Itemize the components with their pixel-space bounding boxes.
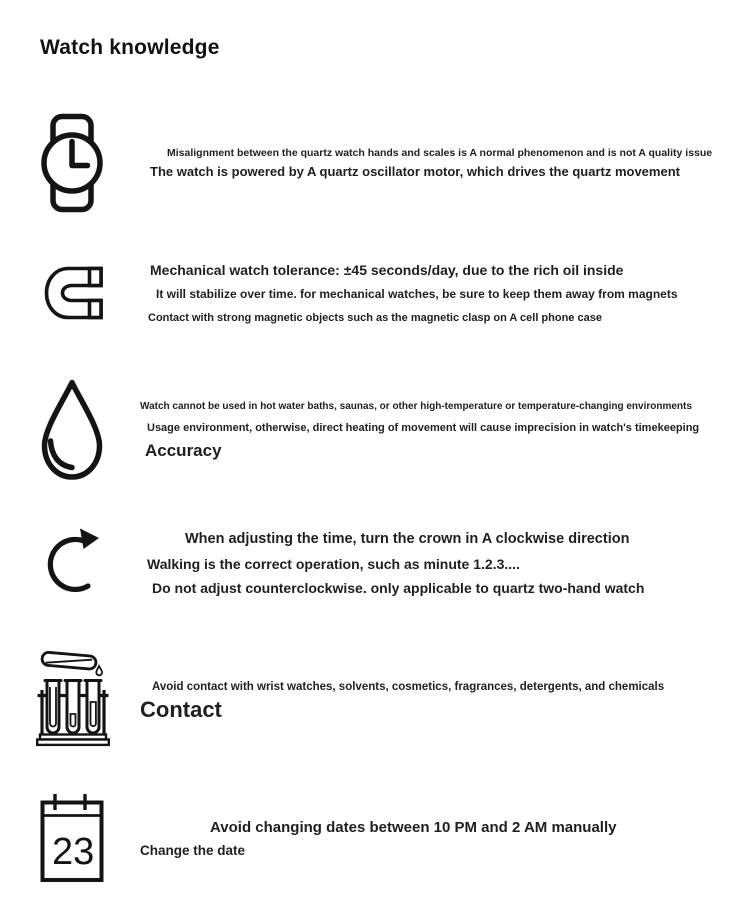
- magnet-icon: [44, 266, 104, 320]
- text-line: Usage environment, otherwise, direct heating of movement will cause imprecision in watch's timekeeping: [147, 422, 700, 434]
- test-tubes-icon: [36, 646, 110, 747]
- page-title: Watch knowledge: [40, 36, 220, 59]
- text-line: The watch is powered by A quartz oscillator motor, which drives the quartz movement: [150, 164, 680, 179]
- clockwise-arrow-icon: [44, 527, 104, 597]
- text-line: Avoid contact with wrist watches, solvents, cosmetics, fragrances, detergents, and chemicals: [152, 681, 665, 693]
- text-line: When adjusting the time, turn the crown in A clockwise direction: [185, 531, 630, 547]
- text-line: Change the date: [140, 843, 246, 858]
- text-line: Mechanical watch tolerance: ±45 seconds/day, due to the rich oil inside: [150, 262, 624, 278]
- text-line: Contact with strong magnetic objects such as the magnetic clasp on A cell phone case: [148, 312, 602, 324]
- text-line: It will stabilize over time. for mechanical watches, be sure to keep them away from magnets: [156, 287, 678, 301]
- calendar-icon: [40, 792, 104, 884]
- calendar-day-number: 23: [52, 831, 95, 873]
- water-drop-icon: [39, 379, 105, 482]
- text-line: Misalignment between the quartz watch hands and scales is A normal phenomenon and is not A quality issue: [167, 147, 713, 159]
- text-line: Walking is the correct operation, such as minute 1.2.3....: [147, 556, 520, 572]
- text-line: Watch cannot be used in hot water baths, saunas, or other high-temperature or temperature-changing environments: [140, 401, 692, 412]
- section-heading: Accuracy: [145, 441, 222, 460]
- wristwatch-icon: [40, 113, 104, 213]
- text-line: Avoid changing dates between 10 PM and 2 AM manually: [210, 819, 617, 836]
- text-line: Do not adjust counterclockwise. only applicable to quartz two-hand watch: [152, 580, 645, 596]
- section-heading: Contact: [140, 697, 222, 722]
